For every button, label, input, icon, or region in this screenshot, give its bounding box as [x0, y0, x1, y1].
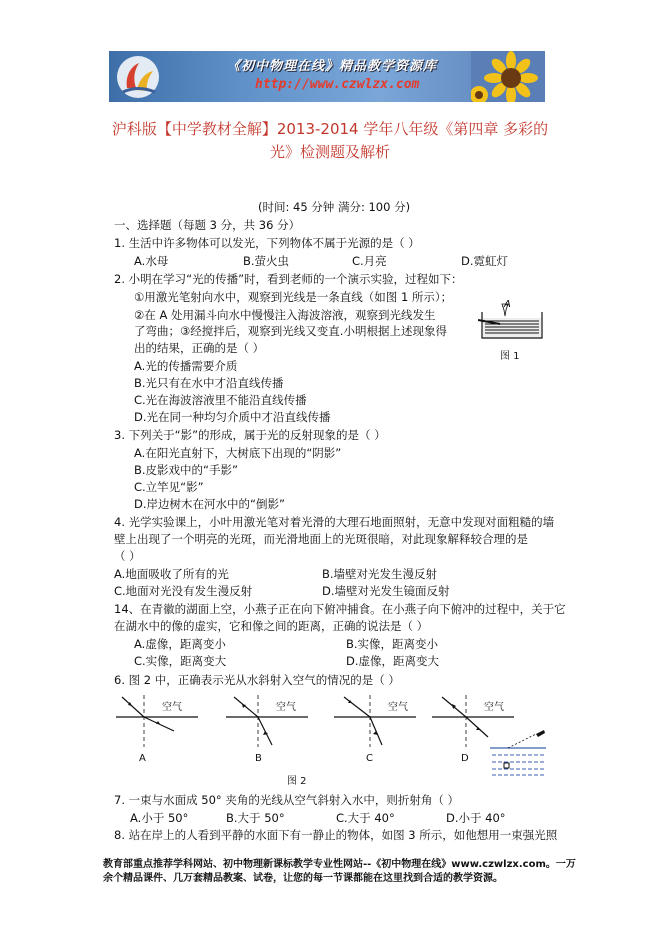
q1-option-a: A.水母 [134, 254, 169, 268]
question-2-line-2: ①用激光笔射向水中，观察到光线是一条直线（如图 1 所示）； [134, 290, 453, 304]
q2-option-d: D.光在同一种均匀介质中才沿直线传播 [134, 410, 331, 424]
question-3: 3. 下列关于“影”的形成，属于光的反射现象的是（ ） [114, 428, 386, 442]
question-14-line-1: 14、在青徽的湖面上空，小燕子正在向下俯冲捕食。在小燕子向下俯冲的过程中，关于它 [114, 602, 566, 616]
figure-2-c-air-label: 空气 [388, 702, 408, 713]
figure-2-label: 图 2 [287, 776, 307, 787]
banner-title: 《初中物理在线》精品教学资源库 [227, 59, 438, 74]
question-2-line-3: ②在 A 处用漏斗向水中慢慢注入海波溶液，观察到光线发生 [134, 308, 436, 322]
question-7: 7. 一束与水面成 50° 夹角的光线从空气斜射入水中，则折射角（ ） [114, 793, 459, 807]
q3-option-a: A.在阳光直射下，大树底下出现的“阴影” [134, 446, 342, 460]
question-6: 6. 图 2 中，正确表示光从水斜射入空气的情况的是（ ） [114, 673, 400, 687]
q4-option-b: B.墙壁对光发生漫反射 [322, 567, 438, 581]
figure-2-d-air-label: 空气 [484, 702, 504, 713]
figure-2-letter-c: C [366, 753, 373, 764]
footer-line-1: 教育部重点推荐学科网站、初中物理新课标教学专业性网站--《初中物理在线》www.czwlzx.com。一万 [103, 859, 576, 870]
question-1: 1. 生活中许多物体可以发光，下列物体不属于光源的是（ ） [114, 236, 420, 250]
q7-option-a: A.小于 50° [130, 811, 189, 825]
q1-option-b: B.萤火虫 [243, 254, 290, 268]
q1-option-d: D.霓虹灯 [461, 254, 509, 268]
question-4-line-3: （ ） [114, 549, 141, 563]
q2-option-b: B.光只有在水中才沿直线传播 [134, 376, 284, 390]
q7-option-b: B.大于 50° [226, 811, 285, 825]
figure-1-tank-diagram [478, 300, 546, 342]
figure-1-label: 图 1 [500, 351, 520, 362]
exam-meta: (时间: 45 分钟 满分: 100 分) [258, 200, 411, 214]
question-4-line-2: 壁上出现了一个明亮的光斑，而光滑地面上的光斑很暗，对此现象解释较合理的是 [114, 532, 528, 546]
q7-option-d: D.小于 40° [446, 811, 506, 825]
q3-option-d: D.岸边树木在河水中的“倒影” [134, 497, 285, 511]
q4-option-d: D.墙壁对光发生镜面反射 [322, 584, 450, 598]
figure-1-marker-a: A [504, 299, 511, 310]
q14-option-a: A.虚像，距离变小 [134, 637, 226, 651]
q2-option-a: A.光的传播需要介质 [134, 359, 238, 373]
q4-option-c: C.地面对光没有发生漫反射 [114, 584, 253, 598]
q4-option-a: A.地面吸收了所有的光 [114, 567, 229, 581]
site-logo-icon [115, 54, 161, 100]
sunflower-image-icon [471, 51, 545, 102]
figure-3-water-diagram [488, 728, 548, 778]
header-banner [109, 51, 545, 102]
q2-option-c: C.光在海波溶液里不能沿直线传播 [134, 393, 307, 407]
q3-option-b: B.皮影戏中的“手影” [134, 463, 238, 477]
question-8: 8. 站在岸上的人看到平静的水面下有一静止的物体，如图 3 所示，如他想用一束强光照 [114, 828, 558, 842]
figure-2-b-air-label: 空气 [276, 702, 296, 713]
q7-option-c: C.大于 40° [336, 811, 395, 825]
question-4-line-1: 4. 光学实验课上，小叶用激光笔对着光滑的大理石地面照射，无意中发现对面粗糙的墙 [114, 515, 555, 529]
figure-2-letter-b: B [255, 753, 262, 764]
question-2-line-5: 出的结果，正确的是（ ） [134, 341, 265, 355]
q1-option-c: C.月亮 [352, 254, 387, 268]
figure-2-panel-a [112, 693, 202, 749]
q14-option-c: C.实像，距离变大 [134, 654, 227, 668]
figure-2-panel-b [222, 693, 312, 749]
figure-2-letter-a: A [139, 753, 146, 764]
section-heading: 一、选择题（每题 3 分，共 36 分） [114, 218, 301, 232]
figure-2-letter-d: D [461, 753, 469, 764]
figure-2-a-air-label: 空气 [162, 702, 182, 713]
banner-url[interactable]: http://www.czwlzx.com [255, 77, 420, 92]
question-2-line-4: 了弯曲；③经搅拌后，观察到光线又变直.小明根据上述现象得 [134, 324, 447, 338]
question-2-line-1: 2. 小明在学习“光的传播”时，看到老师的一个演示实验，过程如下： [114, 272, 463, 286]
q14-option-d: D.虚像，距离变大 [346, 654, 440, 668]
document-title-line2: 光》检测题及解析 [269, 143, 390, 161]
figure-2-panel-c [330, 693, 420, 749]
footer-line-2: 余个精品课件、几万套精品教案、试卷，让您的每一节课都能在这里找到合适的教学资源。 [103, 873, 503, 884]
q3-option-c: C.立竿见“影” [134, 480, 204, 494]
document-title-line1: 沪科版【中学教材全解】2013-2014 学年八年级《第四章 多彩的 [111, 120, 549, 138]
question-14-line-2: 在湖水中的像的虚实，它和像之间的距离，正确的说法是（ ） [114, 619, 429, 633]
q14-option-b: B.实像，距离变小 [346, 637, 439, 651]
